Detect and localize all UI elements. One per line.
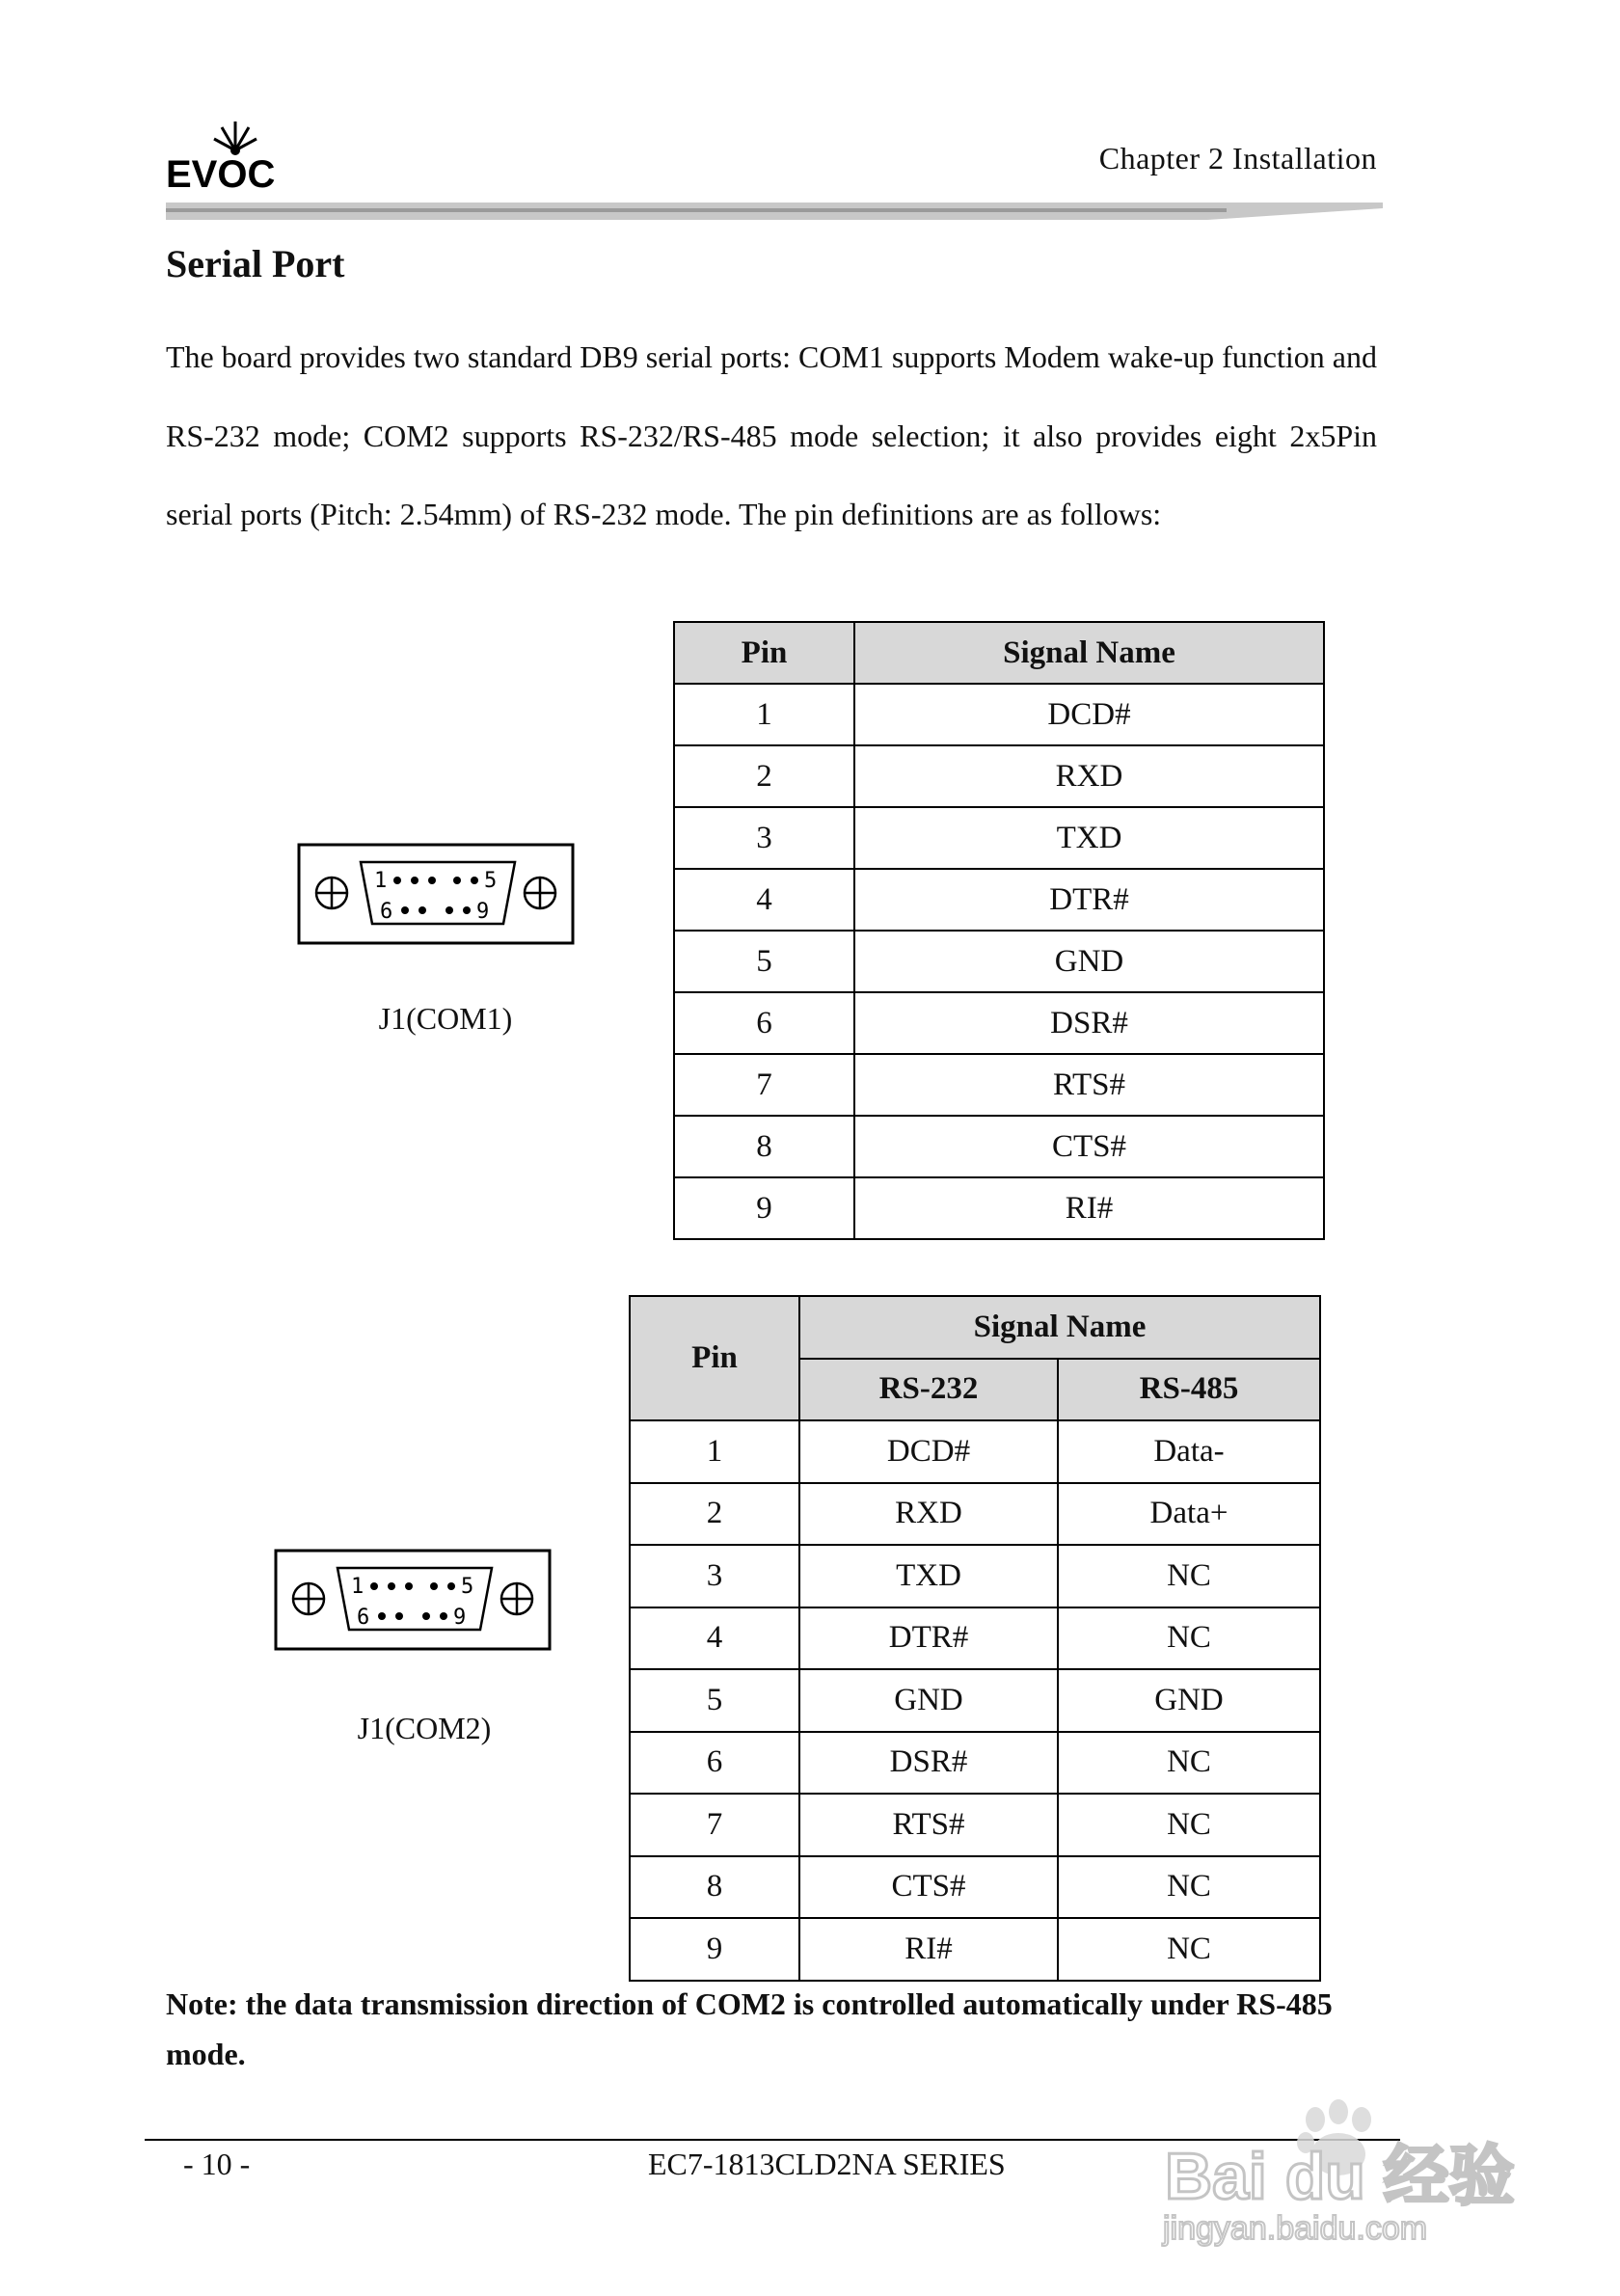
table-cell: 3 (630, 1545, 799, 1607)
logo-text: EVOC (166, 153, 276, 191)
table-row (630, 1669, 1320, 1732)
table-cell: GND (854, 931, 1324, 992)
table-cell: NC (1058, 1545, 1320, 1607)
chapter-title: Chapter 2 Installation (1098, 141, 1377, 176)
table-cell: RXD (799, 1483, 1058, 1546)
table-cell: DCD# (854, 684, 1324, 745)
table-cell: TXD (799, 1545, 1058, 1607)
pin-label: 9 (476, 900, 490, 924)
table-row (674, 1054, 1324, 1116)
page-number: - 10 - (183, 2147, 251, 2181)
pin-label: 5 (461, 1575, 474, 1599)
table-cell: CTS# (854, 1116, 1324, 1177)
table-row (630, 1483, 1320, 1546)
table-cell: DSR# (799, 1732, 1058, 1795)
table-row (674, 807, 1324, 869)
table-cell: NC (1058, 1607, 1320, 1670)
header-rule (166, 199, 1383, 228)
table-cell: NC (1058, 1732, 1320, 1795)
table-cell: 9 (630, 1918, 799, 1981)
table-cell: 5 (630, 1669, 799, 1732)
table-cell: 5 (674, 931, 854, 992)
header-signal-name: Signal Name (799, 1296, 1320, 1359)
pin-label: 1 (374, 869, 388, 893)
table-cell: CTS# (799, 1856, 1058, 1919)
table-cell: GND (1058, 1669, 1320, 1732)
watermark-url: jingyan.baidu.com (1163, 2210, 1428, 2247)
table-cell: RXD (854, 745, 1324, 807)
com1-pin-table (673, 621, 1325, 1240)
db9-connector-com2 (262, 1539, 557, 1659)
table-cell: 8 (630, 1856, 799, 1919)
pin-label: 6 (380, 900, 393, 924)
table-cell: 6 (630, 1732, 799, 1795)
table-cell: 9 (674, 1177, 854, 1239)
table-cell: 3 (674, 807, 854, 869)
header-signal-name: Signal Name (854, 622, 1324, 684)
table-row (630, 1545, 1320, 1607)
series-name: EC7-1813CLD2NA SERIES (648, 2147, 1006, 2181)
header-rs485: RS-485 (1058, 1359, 1320, 1421)
table-cell: RI# (854, 1177, 1324, 1239)
table-cell: NC (1058, 1794, 1320, 1856)
table-cell: 2 (630, 1483, 799, 1546)
table-row (630, 1918, 1320, 1981)
table-cell: 1 (674, 684, 854, 745)
table-cell: 8 (674, 1116, 854, 1177)
db9-connector-com1 (285, 833, 580, 953)
table-row (630, 1607, 1320, 1670)
table-row (630, 1420, 1320, 1483)
table-row (674, 869, 1324, 931)
table-cell: NC (1058, 1918, 1320, 1981)
table-cell: GND (799, 1669, 1058, 1732)
header-pin: Pin (674, 622, 854, 684)
pin-label: 6 (357, 1606, 370, 1630)
table-cell: DSR# (854, 992, 1324, 1054)
table-cell: TXD (854, 807, 1324, 869)
pin-label: 1 (351, 1575, 364, 1599)
header-pin: Pin (630, 1296, 799, 1420)
table-cell: DCD# (799, 1420, 1058, 1483)
table-cell: RTS# (854, 1054, 1324, 1116)
table-row (630, 1732, 1320, 1795)
table-row (674, 745, 1324, 807)
table-cell: RI# (799, 1918, 1058, 1981)
note-text: Note: the data transmission direction of COM2 is controlled automatically under RS-485 mode. (166, 1986, 1333, 2071)
table-row (674, 1116, 1324, 1177)
table-row (674, 931, 1324, 992)
table-cell: Data- (1058, 1420, 1320, 1483)
table-cell: 4 (630, 1607, 799, 1670)
table-cell: 1 (630, 1420, 799, 1483)
table-cell: RTS# (799, 1794, 1058, 1856)
header-rs232: RS-232 (799, 1359, 1058, 1421)
table-row (630, 1794, 1320, 1856)
table-header-row (674, 622, 1324, 684)
table-row (674, 992, 1324, 1054)
table-cell: Data+ (1058, 1483, 1320, 1546)
table-row (674, 1177, 1324, 1239)
watermark-brand: Bai du 经验 (1165, 2140, 1515, 2213)
table-cell: 7 (630, 1794, 799, 1856)
table-cell: 7 (674, 1054, 854, 1116)
com2-label: J1(COM2) (357, 1711, 492, 1745)
table-cell: NC (1058, 1856, 1320, 1919)
table-cell: DTR# (854, 869, 1324, 931)
table-cell: 4 (674, 869, 854, 931)
baidu-watermark (1153, 2094, 1539, 2249)
com1-label: J1(COM1) (378, 1001, 513, 1036)
table-row (630, 1856, 1320, 1919)
section-body: The board provides two standard DB9 serial ports: COM1 supports Modem wake-up function and RS-232 mode; COM2 supports RS-232/RS-485 mode selection; it also provides eight 2x5Pin serial ports (Pitch: 2.54mm) of RS-232 mode. The pin definitions are as follows: (166, 339, 1377, 531)
pin-label: 5 (484, 869, 498, 893)
pin-label: 9 (453, 1606, 467, 1630)
table-header-row (630, 1296, 1320, 1359)
table-cell: 6 (674, 992, 854, 1054)
evoc-logo (166, 114, 282, 191)
com2-pin-table (629, 1295, 1321, 1982)
table-cell: 2 (674, 745, 854, 807)
section-title: Serial Port (166, 242, 345, 285)
table-row (674, 684, 1324, 745)
table-cell: DTR# (799, 1607, 1058, 1670)
